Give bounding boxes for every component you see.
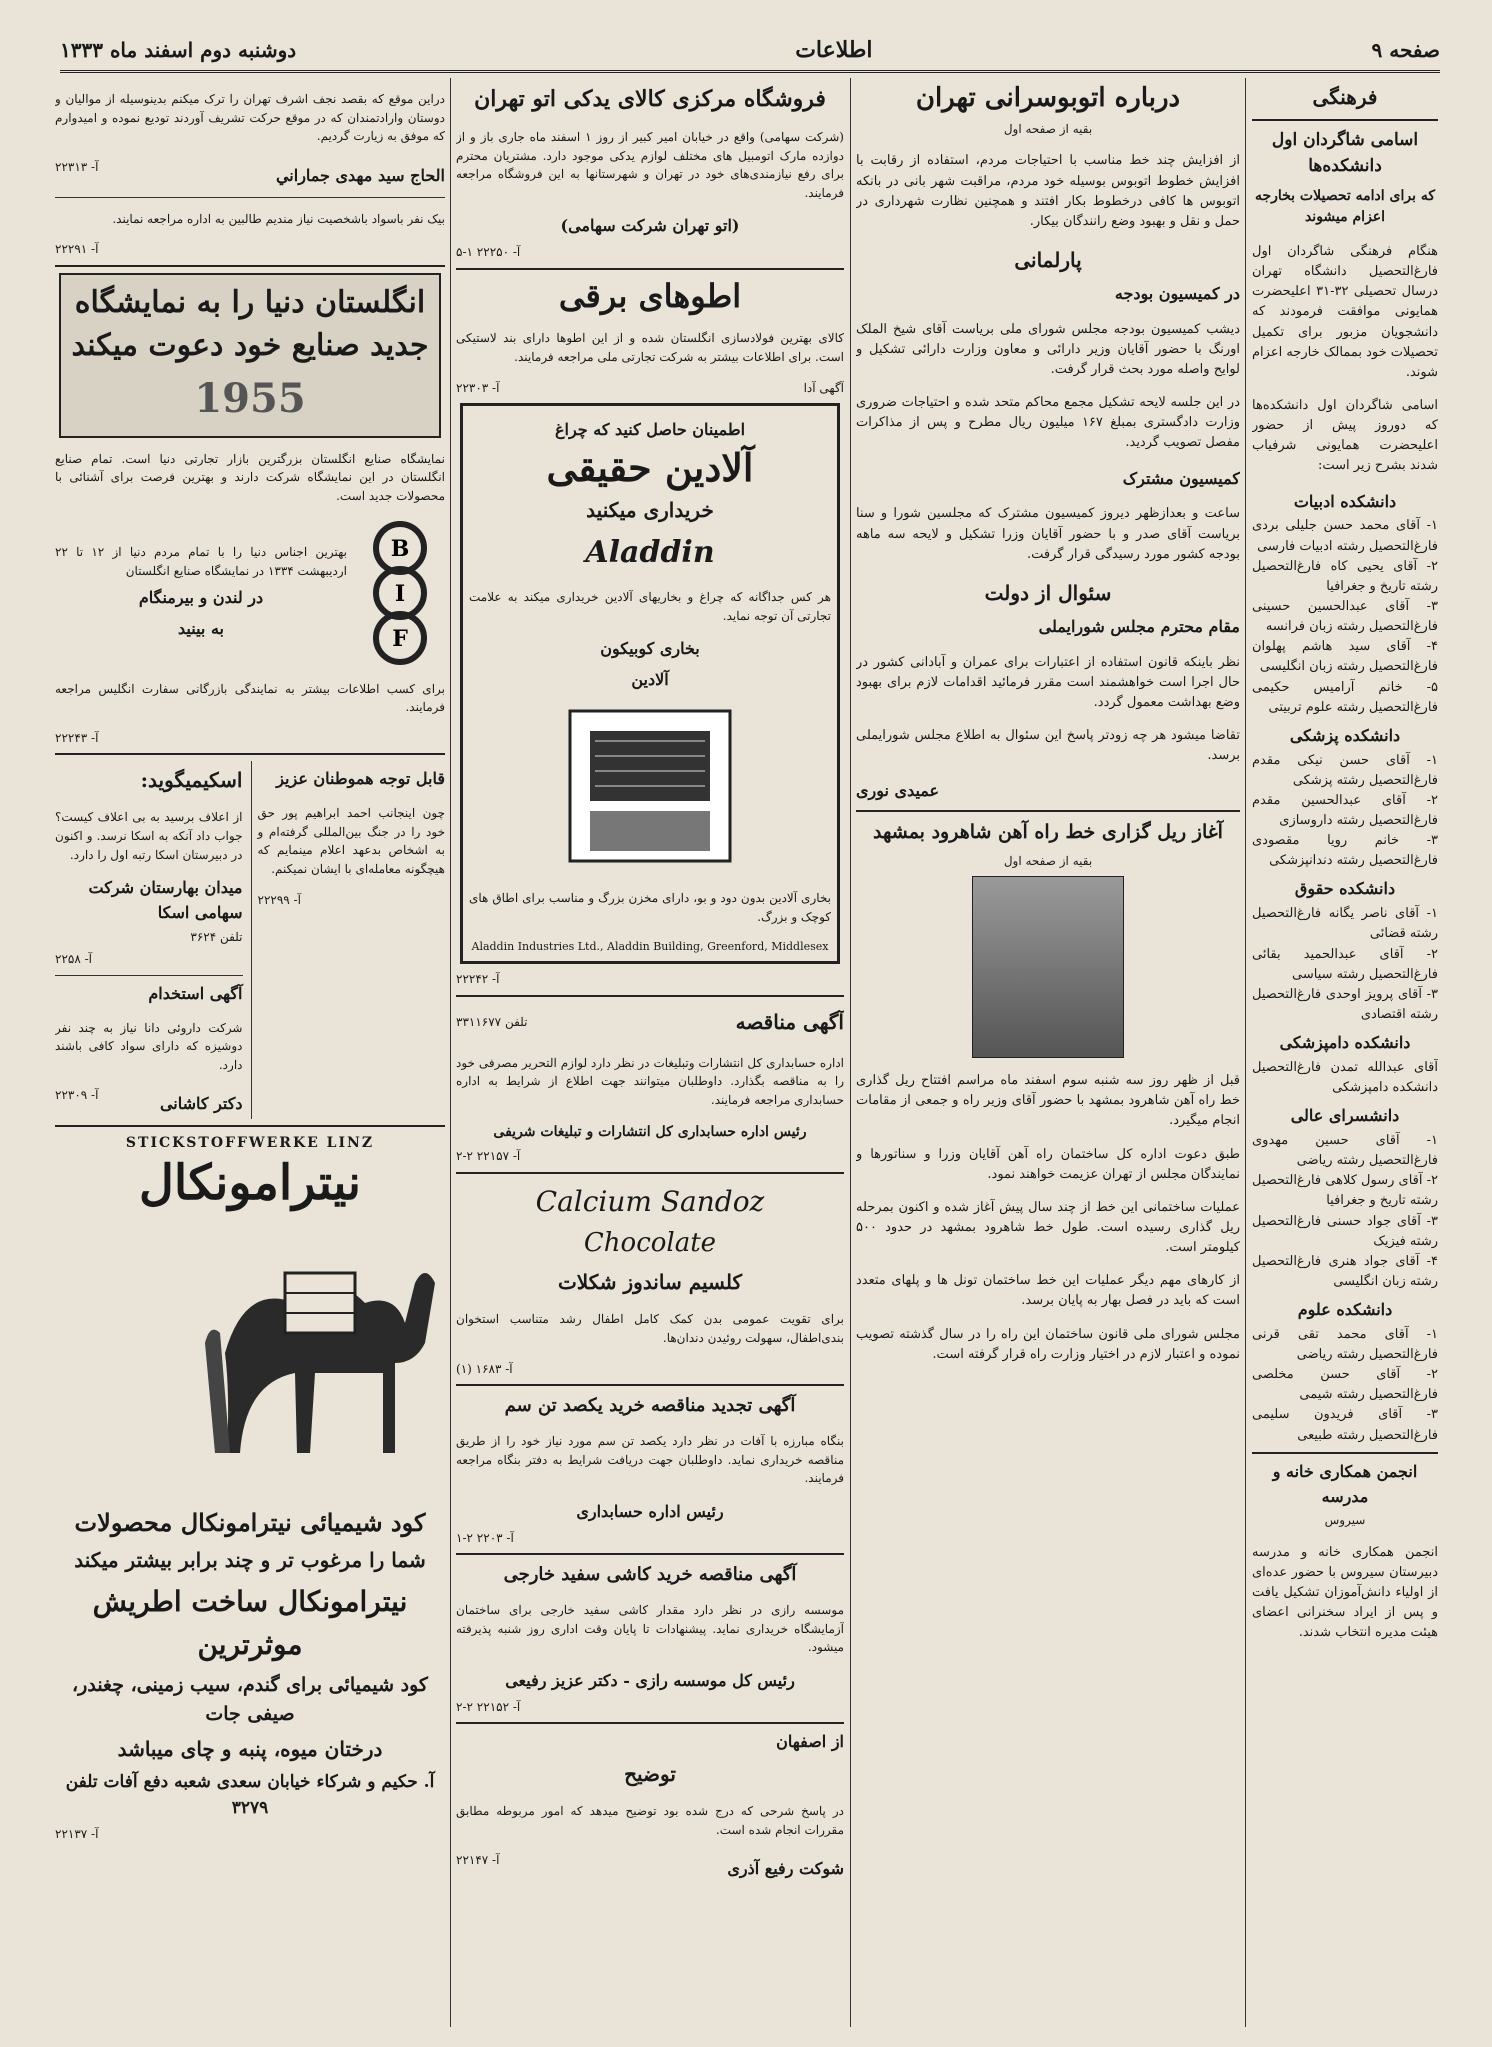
article-paragraph: اسامی شاگردان اول دانشکده‌ها که دوروز پیش از حضور اعلیحضرت همایونی شرفیاب شدند بشرح زیر است: (1252, 398, 1438, 474)
list-item: ۳- آقای جواد حسنی فارغ‌التحصیل رشته فیزیک (1252, 1213, 1438, 1249)
list-item: ۲- آقای رسول کلاهی فارغ‌التحصیل رشته تاریخ و جغرافیا (1252, 1173, 1438, 1209)
article-intro: هنگام فرهنگی شاگردان اول فارغ‌التحصیل دانشگاه تهران درسال تحصیلی ۳۲-۳۱ اعلیحضرت همایونی موافقت فرمودند که دانشجویان مزبور برای تکمیل تحصیلات خود بممالک خارجه اعزام شوند. (1252, 244, 1438, 380)
ad-text: بهترین اجناس دنیا را با تمام مردم دنیا از ۱۲ تا ۲۲ اردیبهشت ۱۳۳۴ در نمایشگاه صنایع انگلستان (55, 545, 347, 578)
ad-title: فروشگاه مرکزی کالای یدکی اتو تهران (474, 86, 826, 112)
ad-headline: از اصفهان (776, 1732, 844, 1752)
article-subtitle: بقیه از صفحه اول (1003, 853, 1093, 868)
ad-text: بیک نفر باسواد باشخصیت نیاز مندیم طالبین به اداره مراجعه نمایند. (112, 211, 445, 226)
ad-text: نمایشگاه صنایع انگلستان بزرگترین بازار تجارتی دنیا است. تمام صنایع انگلستان در این نمایشگاه شرکت دارند و بهترین فرصت برای آشنائی با محصولات جدید است. (55, 451, 445, 503)
culture-column (1252, 78, 1438, 2027)
article-paragraph: ساعت و بعدازظهر دیروز کمیسیون مشترک که مجلسین شورا و سنا بریاست آقای صدر و با حضور آقایان وزرا تشکیل و لایحه سه ماهه بودجه کشور مورد رسیدگی قرار گرفت. (856, 506, 1240, 562)
ad-title: اسکیمیگوید: (140, 768, 243, 793)
article-paragraph: انجمن همکاری خانه و مدرسه دبیرستان سیروس با حضور عده‌ای از اولیاء دانش‌آموزان تشکیل یافت و پس از ایراد سخنرانی اعضای هیئت مدیره انتخاب شدند. (1252, 1544, 1438, 1641)
ad-text: کود شیمیائی نیترامونکال محصولات (74, 1507, 426, 1537)
ad-phone: تلفن ۳۳۱۱۶۷۷ (456, 1014, 528, 1029)
ad-code: آ- ۲۲۲۴۲ (456, 972, 500, 987)
ad-title: آگهی مناقصه خرید کاشی سفید خارجی (503, 1564, 797, 1586)
ad-title: آگهی مناقصه (735, 1009, 844, 1034)
svg-text:B: B (390, 535, 410, 562)
ad-text: برای کسب اطلاعات بیشتر به نمایندگی بازرگانی سفارت انگلیس مراجعه فرمایند. (55, 681, 445, 715)
ad-signature: رئیس اداره حسابداری کل انتشارات و تبلیغات شریفی (493, 1123, 807, 1140)
article-paragraph: مجلس شورای ملی قانون ساختمان این راه را در سال گذشته تصویب نموده و اعتبار لازم در اختیار وزارت راه قرار گرفته است. (856, 1326, 1240, 1362)
expo-ad (59, 273, 441, 438)
list-item: ۳- آقای عبدالحسین حسینی فارغ‌التحصیل رشته زبان فرانسه (1252, 598, 1438, 635)
nitramoncal-title: نیترامونکال (138, 1154, 362, 1211)
ad-subtitle: بخاری کوبیکون (600, 639, 700, 659)
article-subtitle: در کمیسیون بودجه (1114, 283, 1240, 303)
ad-code: آ- ۲۲۱۳۷ (55, 1827, 99, 1842)
faculty-heading: دانشکده حقوق (1294, 879, 1396, 899)
ad-text: شرکت داروئی دانا نیاز به چند نفر دوشیزه که دارای سواد کافی باشند دارد. (55, 1020, 243, 1072)
paper-name: اطلاعات (795, 37, 873, 63)
camel-illustration (185, 1223, 445, 1483)
ad-text: بخاری آلادین بدون دود و بو، دارای مخزن بزرگ و مناسب برای اطاق های کوچک و بزرگ. (469, 890, 831, 924)
article-paragraph: عملیات ساختمانی این خط از چند سال پیش آغاز شده و اکنون بمرحله ریل گذاری رسیده است. طول خط شاهرود بمشهد در حدود ۵۰۰ کیلومتر است. (856, 1199, 1240, 1256)
article-subtitle: سیروس (1324, 1513, 1366, 1528)
ad-text: در پاسخ شرحی که درج شده بود توضیح میدهد که امور مربوطه مطابق مقررات انجام شده است. (456, 1804, 844, 1837)
list-item: ۳- آقای فریدون سلیمی فارغ‌التحصیل رشته طبیعی (1252, 1407, 1438, 1443)
ad-title: کلسیم ساندوز شکلات (557, 1270, 743, 1295)
linz-logo: STICKSTOFFWERKE LINZ (125, 1135, 375, 1152)
ad-title: توضیح (624, 1762, 676, 1787)
ad-text: کالای بهترین فولادسازی انگلستان شده و از این اطوها دارای بند لاستیکی است. برای اطلاعات بیشتر به شرکت تجارتی ملی مراجعه فرمایند. (456, 331, 844, 365)
ad-signature: آگهی آدا (803, 380, 844, 395)
section-title: سئوال از دولت (984, 580, 1112, 605)
article-title: اسامی شاگردان اول دانشکده‌ها (1271, 130, 1419, 177)
section-title: فرهنگی (1312, 85, 1378, 109)
masthead (60, 30, 1440, 73)
ad-title: آگهی استخدام (148, 983, 243, 1003)
list-item: ۱- آقای ناصر یگانه فارغ‌التحصیل رشته قضائی (1252, 906, 1438, 942)
ad-subtitle: آلادین (631, 670, 669, 690)
svg-text:F: F (392, 625, 408, 652)
expo-year: 1955 (194, 374, 306, 422)
list-item: ۲- آقای عبدالحسین مقدم فارغ‌التحصیل رشته داروسازی (1252, 792, 1438, 829)
portrait-photo (972, 876, 1124, 1058)
list-item: ۴- آقای سید هاشم پهلوان فارغ‌التحصیل رشته زبان انگلیسی (1252, 639, 1438, 675)
ad-title: قابل توجه هموطنان عزیز (276, 769, 445, 789)
ad-signature: (اتو تهران شرکت سهامی) (560, 216, 740, 236)
ad-text: برای تقویت عمومی بدن کمک کامل اطفال رشد متناسب استخوان بندی‌اطفال، سهولت روئیدن دندان‌ها. (456, 1312, 844, 1346)
ad-signature: دکتر کاشانی (159, 1094, 243, 1114)
ad-text: هر کس جداگانه که چراغ و بخاریهای آلادین خریداری میکند به علامت تجارتی آن توجه نماید. (469, 590, 831, 623)
ad-signature: رئیس اداره حسابداری (576, 1501, 724, 1521)
page-number: صفحه ۹ (1371, 38, 1440, 62)
list-item: ۱- آقای محمد حسن جلیلی بردی فارغ‌التحصیل رشته ادبیات فارسی (1252, 518, 1438, 554)
ad-subtitle: خریداری میکنید (586, 497, 714, 522)
article-paragraph: نظر باینکه قانون استفاده از اعتبارات برای عمران و آبادانی کشور در حال اجرا است خواهشمند است مقرر فرمائید اقدامات لازم برای بهبود وضع بهداشت معمول گردد. (856, 654, 1240, 710)
ad-headline: اطمینان حاصل کنید که چراغ (554, 420, 746, 440)
svg-text:I: I (394, 580, 406, 607)
heater-illustration (540, 701, 760, 871)
list-item: ۱- آقای محمد تقی قرنی فارغ‌التحصیل رشته ریاضی (1252, 1326, 1438, 1363)
article-paragraph: از افزایش چند خط مناسب با احتیاجات مردم، استفاده از رقابت با افزایش خطوط اتوبوس بوسیله خود مردم، مراقبت شهر بانی در بانکه اتوبوس ها کافی درخطوط بکار افتند و همچنین نظارت شهرداری در حمل و نقل و بهبود وضع رانندگان بیکار. (856, 153, 1240, 229)
article-paragraph: در این جلسه لایحه تشکیل مجمع محاکم متحد شده و احتیاجات ضروری وزارت دادگستری بمبلغ ۱۶۷ میلیون ریال مطرح و پس از مذاکرات مفصل تصویب گردید. (856, 395, 1240, 451)
ad-text: دراین موقع که بقصد نجف اشرف تهران را ترک میکنم بدینوسیله از موالیان و دوستان وارادتمندان که در موقع حرکت تشریف آوردند تودیع نموده و امیدوارم که موفق به زیارت گردیم. (55, 92, 445, 144)
ad-code: آ- ۲۲۲۹۹ (257, 892, 301, 907)
faculty-heading: دانشکده پزشکی (1289, 725, 1401, 745)
ad-main-title: آلادین حقیقی (546, 445, 754, 491)
list-item: ۱- آقای حسن نیکی مقدم فارغ‌التحصیل رشته پزشکی (1252, 752, 1438, 788)
ad-text: شما را مرغوب تر و چند برابر بیشتر میکند (74, 1547, 426, 1572)
list-item: ۴- آقای جواد هنری فارغ‌التحصیل رشته زبان انگلیسی (1252, 1253, 1438, 1289)
ad-text: (شرکت سهامی) واقع در خیابان امیر کبیر از روز ۱ اسفند ماه جاری باز و از دوازده مارک اتومبیل های مختلف لوازم یدکی موجود دارد. مشتریان محترم برای رفع نیازمندی‌های خود در تهران و شهرستانها به این فروشگاه مراجعه فرمایند. (456, 130, 844, 200)
article-title: درباره اتوبوسرانی تهران (915, 83, 1181, 113)
ad-code: آ- ۲۲۵۸ (55, 952, 92, 967)
ad-code: آ- ۲۲۲۵۰ ۱-۵ (456, 245, 521, 260)
article-subtitle: که برای ادامه تحصیلات بخارجه اعزام میشوند (1254, 187, 1436, 226)
article-title: آغاز ریل گزاری خط راه آهن شاهرود بمشهد (873, 821, 1223, 844)
article-subtitle: کمیسیون مشترک (1122, 468, 1240, 488)
ad-title: آگهی تجدید مناقصه خرید یکصد تن سم (504, 1395, 796, 1417)
ad-signature: رئیس کل موسسه رازی - دکتر عزیز رفیعی (505, 1671, 795, 1690)
ad-text: موسسه رازی در نظر دارد مقدار کاشی سفید خارجی برای ساختمان آزمایشگاه خریداری نماید. پیشنهادات تا پایان وقت اداری روز شنبه پذیرفته میشود. (456, 1603, 844, 1655)
ad-text: چون اینجانب احمد ابراهیم پور حق خود را در جنگ بین‌المللی گرفته‌ام و به اشخاص بدعهد اعلام مینمایم که هیچگونه معامله‌ای با ایشان نمیکنم. (257, 806, 445, 876)
ad-code: آ- ۲۲۱۵۷ ۲-۲ (456, 1149, 521, 1164)
article-paragraph: دیشب کمیسیون بودجه مجلس شورای ملی بریاست آقای شیخ الملک اورنگ با حضور آقایان وزیر دارائی و معاون وزارت دارائی تشکیل و لوایح واصله مورد بحث قرار گرفت. (856, 321, 1240, 378)
ad-code: آ- ۲۲۲۹۱ (55, 242, 99, 257)
aladdin-ad (460, 403, 840, 964)
ad-text: اداره حسابداری کل انتشارات وتبلیغات در نظر دارد لوازم التحریر مصرفی خود را به مناقصه بگذارد. داوطلبان میتوانند جهت اطلاع از شرایط به اداره حسابداری مراجعه فرمایند. (456, 1055, 844, 1107)
ad-signature: میدان بهارستان شرکت سهامی اسکا (88, 878, 243, 922)
ad-company: Aladdin Industries Ltd., Aladdin Building, Greenford, Middlesex (471, 940, 829, 954)
ad-text: نیترامونکال ساخت اطریش موثرترین (92, 1584, 408, 1662)
article-paragraph: تقاضا میشود هر چه زودتر پاسخ این سئوال به اطلاع مجلس شورایملی برسد. (856, 728, 1240, 764)
list-item: ۲- آقای یحیی کاه فارغ‌التحصیل رشته تاریخ و جغرافیا (1252, 558, 1438, 594)
expo-headline: انگلستان دنیا را به نمایشگاه جدید صنایع خود دعوت میکند (71, 284, 429, 364)
article-subtitle: بقیه از صفحه اول (1003, 121, 1093, 136)
ad-text: درختان میوه، پنبه و چای میباشد (117, 1736, 383, 1761)
ads-column-left (55, 78, 445, 2027)
ad-code: آ- ۲۲۱۴۷ (456, 1853, 500, 1868)
faculty-heading: دانشکده ادبیات (1293, 491, 1397, 511)
ad-signature: شوکت رفیع آذری (727, 1859, 844, 1879)
article-paragraph: قبل از ظهر روز سه شنبه سوم اسفند ماه مراسم افتتاح ریل گذاری خط راه آهن شاهرود بمشهد با حضور آقای وزیر راه و جمعی از مقامات انجام میگیرد. (856, 1073, 1240, 1129)
ad-title: اطوهای برقی (558, 276, 742, 315)
column-rule (850, 78, 851, 2027)
ad-subtitle: به بینید (178, 619, 224, 639)
ad-subtitle: در لندن و بیرمنگام (138, 588, 264, 608)
signature: عمیدی نوری (856, 781, 940, 801)
article-subtitle: مقام محترم مجلس شورایملی (1038, 616, 1240, 636)
article-paragraph: از کارهای مهم دیگر عملیات این خط ساختمان تونل ها و پلهای متعدد است که باید در فصل بهار به پایان برسد. (856, 1273, 1240, 1309)
ad-phone: تلفن ۳۶۲۴ (190, 929, 243, 944)
ad-title-en: Calcium Sandoz (535, 1184, 765, 1218)
list-item: آقای عبدالله تمدن فارغ‌التحصیل دانشکده دامپزشکی (1252, 1059, 1438, 1096)
ad-title-en: Chocolate (583, 1228, 717, 1259)
ad-signature: الحاج سید مهدی جماراني (275, 165, 445, 185)
ad-text: کود شیمیائی برای گندم، سیب زمینی، چغندر، صیفی جات (72, 1673, 428, 1726)
faculty-heading: دانشکده دامپزشکی (1279, 1033, 1411, 1053)
ad-code: آ- ۲۲۲۴۳ (55, 730, 99, 745)
ad-code: آ- ۲۲۱۵۲ ۲-۲ (456, 1699, 521, 1714)
list-item: ۲- آقای عبدالحمید بقائی فارغ‌التحصیل رشته سیاسی (1252, 946, 1438, 982)
faculty-heading: دانشکده علوم (1297, 1300, 1393, 1320)
column-rule (1245, 78, 1246, 2027)
ads-column-center (456, 78, 844, 2027)
column-rule (450, 78, 451, 2027)
list-item: ۳- خانم رویا مقصودی فارغ‌التحصیل رشته دندانپزشکی (1252, 833, 1438, 869)
ad-text: از اعلاف برسید به بی اعلاف کیست؟ جواب داد آنکه به اسکا نرسد. و اکنون در دبیرستان اسکا رتبه اول را دارد. (55, 810, 243, 862)
list-item: ۱- آقای حسین مهدوی فارغ‌التحصیل رشته ریاضی (1252, 1132, 1438, 1169)
ad-code: آ- ۱۶۸۳ (۱) (456, 1361, 513, 1376)
ad-code: آ- ۲۲۰۳ ۲-۱ (456, 1530, 514, 1545)
article-title: انجمن همکاری خانه و مدرسه (1272, 1461, 1418, 1506)
issue-date: دوشنبه دوم اسفند ماه ۱۳۳۳ (60, 38, 297, 62)
ad-code: آ- ۲۲۳۰۹ (55, 1088, 99, 1103)
faculty-heading: دانشسرای عالی (1290, 1106, 1400, 1126)
ad-text: بنگاه مبارزه با آفات در نظر دارد یکصد تن سم مورد نیاز خود را از طریق مناقصه خریداری نماید. داوطلبان جهت دریافت شرایط به دفتر بنگاه مراجعه فرمایند. (456, 1434, 844, 1486)
ad-text: آ. حکیم و شرکاء خیابان سعدی شعبه دفع آفات تلفن ۳۲۷۹ (65, 1771, 435, 1818)
bif-logo (355, 518, 445, 668)
list-item: ۳- آقای پرویز اوحدی فارغ‌التحصیل رشته اقتصادی (1252, 986, 1438, 1022)
news-column (856, 78, 1240, 2027)
section-title: پارلمانی (1014, 247, 1082, 272)
ad-code: آ- ۲۲۳۱۳ (55, 159, 99, 174)
aladdin-logo: Aladdin (585, 534, 715, 570)
article-paragraph: طبق دعوت اداره کل ساختمان راه آهن آقایان وزرا و سناتورها و نمایندگان مجلس از تهران عزیمت خواهند نمود. (856, 1146, 1240, 1182)
list-item: ۲- آقای حسن مخلصی فارغ‌التحصیل رشته شیمی (1252, 1367, 1438, 1403)
list-item: ۵- خانم آرامیس حکیمی فارغ‌التحصیل رشته علوم تربیتی (1252, 679, 1438, 715)
ad-code: آ- ۲۲۳۰۳ (456, 380, 500, 395)
